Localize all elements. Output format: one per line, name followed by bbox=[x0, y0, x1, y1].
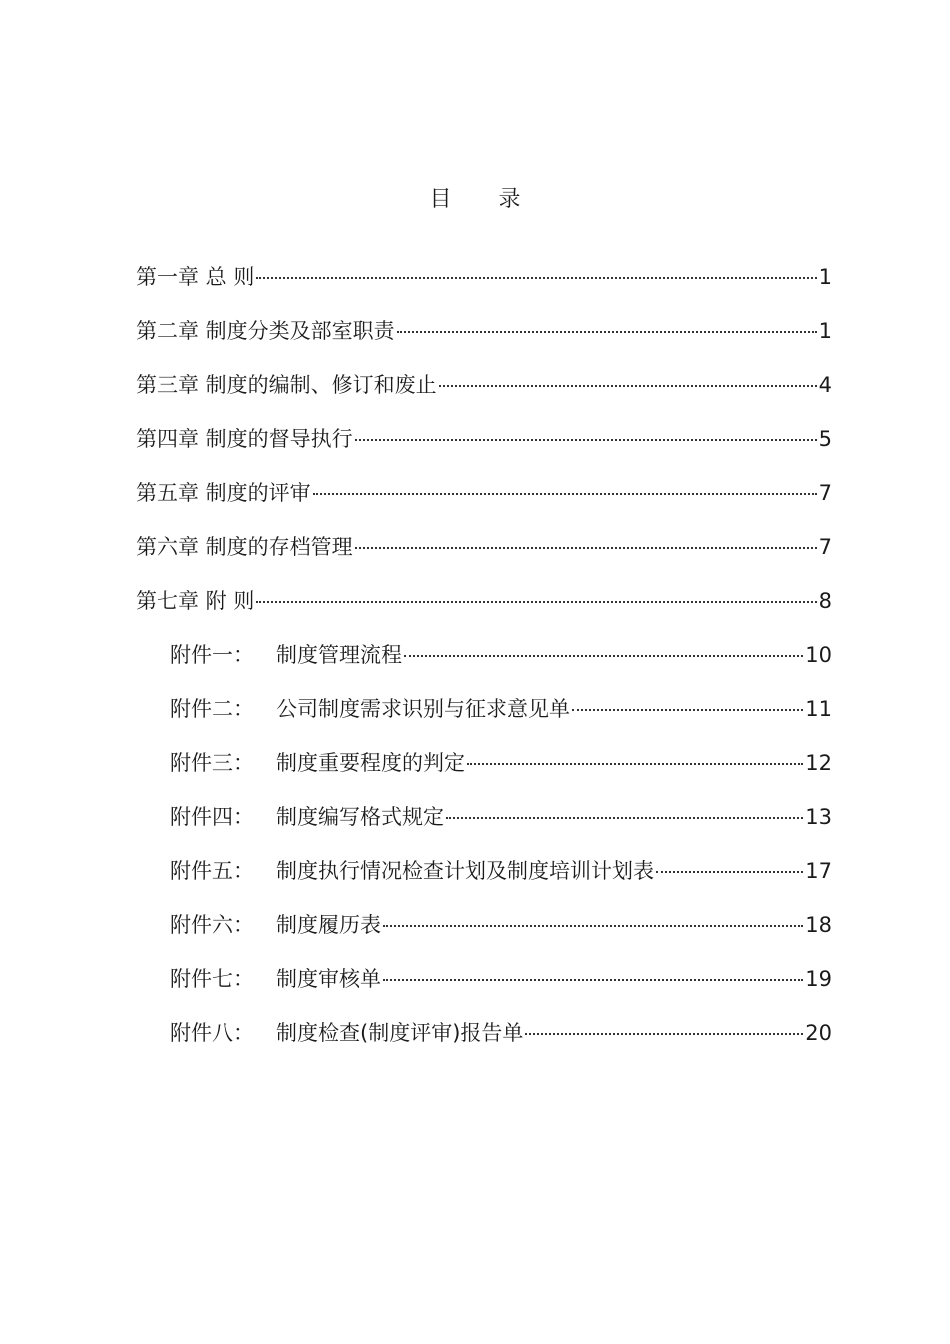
toc-page-number: 20 bbox=[805, 1021, 832, 1045]
toc-chapter-entry[interactable] bbox=[136, 412, 832, 466]
toc-page-number: 18 bbox=[805, 913, 832, 937]
toc-attachment-title: 公司制度需求识别与征求意见单 bbox=[276, 697, 570, 721]
toc-attachment-entry[interactable] bbox=[136, 736, 832, 790]
toc-leader-dots bbox=[256, 601, 816, 603]
toc-entry-label: 第一章 总 则 bbox=[136, 265, 255, 289]
toc-leader-dots bbox=[355, 547, 817, 549]
toc-chapter-entry[interactable] bbox=[136, 574, 832, 628]
toc-page-number: 7 bbox=[818, 535, 832, 559]
toc-chapter-entry[interactable] bbox=[136, 520, 832, 574]
toc-page-number: 10 bbox=[805, 643, 832, 667]
toc-page-number: 12 bbox=[805, 751, 832, 775]
toc-leader-dots bbox=[525, 1033, 803, 1035]
toc-entry-label: 第三章 制度的编制、修订和废止 bbox=[136, 373, 437, 397]
toc-leader-dots bbox=[446, 817, 803, 819]
toc-attachment-entry[interactable] bbox=[136, 952, 832, 1006]
toc-leader-dots bbox=[656, 871, 803, 873]
toc-page-number: 7 bbox=[818, 481, 832, 505]
toc-attachment-label: 附件四： bbox=[170, 805, 254, 829]
toc-title: 目 录 bbox=[429, 187, 541, 212]
toc-attachment-title: 制度履历表 bbox=[276, 913, 381, 937]
toc-attachment-label: 附件六： bbox=[170, 913, 254, 937]
toc-attachment-entry[interactable] bbox=[136, 790, 832, 844]
toc-attachment-title: 制度审核单 bbox=[276, 967, 381, 991]
toc-leader-dots bbox=[439, 385, 817, 387]
toc-attachment-label: 附件三： bbox=[170, 751, 254, 775]
toc-page-number: 1 bbox=[818, 319, 832, 343]
toc-attachment-entry[interactable] bbox=[136, 1006, 832, 1060]
toc-attachment-label: 附件一： bbox=[170, 643, 254, 667]
toc-page-number: 13 bbox=[805, 805, 832, 829]
toc-leader-dots bbox=[256, 277, 816, 279]
toc-page-number: 11 bbox=[805, 697, 832, 721]
toc-entry-label: 第七章 附 则 bbox=[136, 589, 255, 613]
toc-attachment-entry[interactable] bbox=[136, 682, 832, 736]
toc-page-number: 8 bbox=[818, 589, 832, 613]
toc-attachment-label: 附件五： bbox=[170, 859, 254, 883]
toc-attachment-title: 制度重要程度的判定 bbox=[276, 751, 465, 775]
toc-attachment-label: 附件七： bbox=[170, 967, 254, 991]
toc-attachment-entry[interactable] bbox=[136, 898, 832, 952]
toc-leader-dots bbox=[355, 439, 817, 441]
toc-chapter-entry[interactable] bbox=[136, 304, 832, 358]
toc-attachment-entry[interactable] bbox=[136, 628, 832, 682]
toc-entry-label: 第六章 制度的存档管理 bbox=[136, 535, 353, 559]
toc-leader-dots bbox=[383, 979, 803, 981]
toc-leader-dots bbox=[572, 709, 803, 711]
toc-leader-dots bbox=[313, 493, 817, 495]
toc-attachment-label: 附件二： bbox=[170, 697, 254, 721]
toc-entry-label: 第五章 制度的评审 bbox=[136, 481, 311, 505]
toc-leader-dots bbox=[397, 331, 817, 333]
toc-page-number: 5 bbox=[818, 427, 832, 451]
toc-entry-label: 第二章 制度分类及部室职责 bbox=[136, 319, 395, 343]
toc-attachment-title: 制度执行情况检查计划及制度培训计划表 bbox=[276, 859, 654, 883]
toc-attachment-entry[interactable] bbox=[136, 844, 832, 898]
toc-page-number: 19 bbox=[805, 967, 832, 991]
toc-chapter-entry[interactable] bbox=[136, 250, 832, 304]
toc-leader-dots bbox=[467, 763, 803, 765]
toc-chapter-entry[interactable] bbox=[136, 358, 832, 412]
toc-page-number: 17 bbox=[805, 859, 832, 883]
toc-leader-dots bbox=[404, 655, 803, 657]
toc-attachment-label: 附件八： bbox=[170, 1021, 254, 1045]
toc-page-number: 1 bbox=[818, 265, 832, 289]
toc-attachment-title: 制度编写格式规定 bbox=[276, 805, 444, 829]
toc-attachment-title: 制度管理流程 bbox=[276, 643, 402, 667]
toc-attachment-title: 制度检查(制度评审)报告单 bbox=[276, 1021, 524, 1045]
toc-chapter-entry[interactable] bbox=[136, 466, 832, 520]
toc-entry-label: 第四章 制度的督导执行 bbox=[136, 427, 353, 451]
toc-page-number: 4 bbox=[818, 373, 832, 397]
toc-leader-dots bbox=[383, 925, 803, 927]
toc-list bbox=[136, 250, 832, 1060]
